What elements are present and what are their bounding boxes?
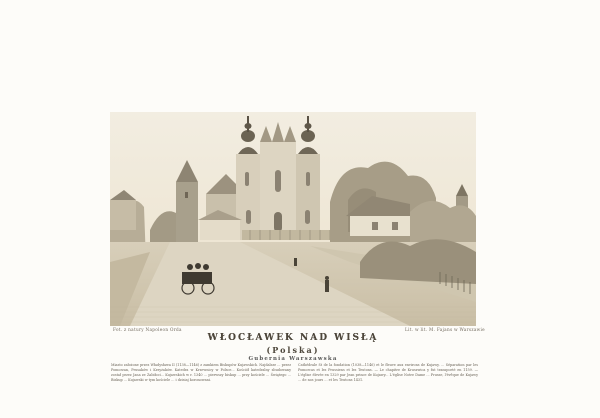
description-french: Cathédrale St de la fondation (1038—1146) et le fleuve aux environs de Kujawy. ... Séparation par les Pomorcas et les Prussiens et les Teutons. — Le chapitre de Kruszwica y fut transporté en 1159. — L'église élevée en 1329 par Jean prince de Kujawy... L'église Notre Dame ... Prusse, l'évêque de Kujawy ... de nos jours ... et les Teutons 1431.	[298, 363, 478, 382]
description-polish: Miasto założone przez Władysława II (1138—1146) z zamkiem Biskupów Kujawskich. Najdalsze ... przez Pomorzan, Prusaków i Krzyżaków. Katedra w Krzewnicy w Polsce... Kościół katedralny zbudowany został przez Jana ze Zabiłoci... Kujawskich w r. 1340 ... pierwszy biskup ... przy kościele ... Świętego ... Biskup ... Kujawski w tym kościele ... i dzisiaj koronowani.	[111, 363, 291, 382]
printer-credit: Lit. w lit. M. Fajans w Warszawie	[405, 327, 485, 332]
plate-title: WŁOCŁAWEK NAD WISŁĄ	[207, 333, 379, 343]
artist-credit: Fot. z natury Napoleon Orda	[113, 327, 182, 332]
cathedral-view-illustration	[110, 112, 476, 326]
lithograph-image	[110, 112, 476, 326]
plate-subtitle: (Polska)	[266, 345, 320, 355]
plate-region: Gubernia Warszawska	[248, 356, 338, 362]
